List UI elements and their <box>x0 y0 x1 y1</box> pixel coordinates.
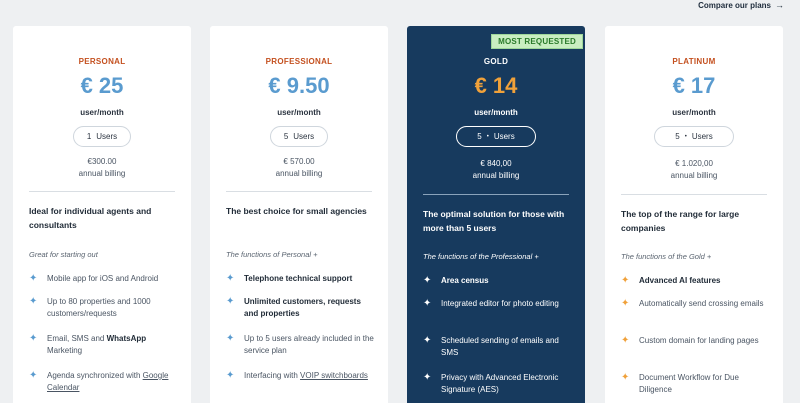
divider <box>621 194 767 195</box>
feature-text: Email, SMS and WhatsApp Marketing <box>47 334 147 355</box>
plan-card-professional <box>210 26 388 403</box>
plan-name: PERSONAL <box>78 57 126 66</box>
feature-text: Telephone technical support <box>244 274 353 283</box>
feature-text: Agenda synchronized with Google Calendar <box>47 371 169 392</box>
voip-switchboards-link[interactable]: VOIP switchboards <box>300 371 368 380</box>
star-icon: ✦ <box>423 275 432 286</box>
feature-item <box>226 273 376 285</box>
plan-description: The top of the range for large companies <box>621 209 740 233</box>
feature-item <box>423 298 573 310</box>
feature-item <box>621 298 771 310</box>
star-icon: ✦ <box>226 273 235 284</box>
feature-text: Privacy with Advanced Electronic Signature (AES) <box>441 373 559 394</box>
star-icon: ✦ <box>621 335 630 346</box>
annual-label: annual billing <box>275 169 323 178</box>
feature-text: Integrated editor for photo editing <box>441 299 559 308</box>
users-label: Users <box>96 132 118 141</box>
users-selector[interactable] <box>270 126 328 147</box>
star-icon: ✦ <box>29 273 38 284</box>
feature-text: Automatically send crossing emails <box>639 299 764 308</box>
feature-item <box>226 333 376 357</box>
plan-subtitle: The functions of Personal + <box>226 250 318 259</box>
feature-item <box>29 370 179 394</box>
plan-name: PROFESSIONAL <box>265 57 333 66</box>
feature-text: Up to 80 properties and 1000 customers/requests <box>47 297 151 318</box>
users-selector[interactable] <box>654 126 734 147</box>
feature-text: Document Workflow for Due Diligence <box>639 373 739 394</box>
star-icon: ✦ <box>226 333 235 344</box>
plan-price: € 17 <box>672 73 716 98</box>
star-icon: ✦ <box>621 275 630 286</box>
annual-label: annual billing <box>78 169 126 178</box>
feature-text: Area census <box>441 276 489 285</box>
price-unit: user/month <box>277 108 321 117</box>
plan-price: € 9.50 <box>268 73 330 98</box>
annual-billing <box>407 158 585 182</box>
users-count: 5 <box>477 132 482 141</box>
divider <box>423 194 569 195</box>
feature-item <box>29 296 179 320</box>
dot-icon: • <box>684 133 687 140</box>
most-requested-badge: MOST REQUESTED <box>491 34 583 49</box>
annual-billing <box>210 156 388 180</box>
star-icon: ✦ <box>621 298 630 309</box>
annual-label: annual billing <box>472 171 520 180</box>
plan-price: € 14 <box>474 73 518 98</box>
feature-text: Unlimited customers, requests and properties <box>244 297 361 318</box>
divider <box>29 191 175 192</box>
compare-plans-label: Compare our plans <box>698 0 771 10</box>
users-selector[interactable] <box>456 126 536 147</box>
star-icon: ✦ <box>423 335 432 346</box>
plan-description: The best choice for small agencies <box>226 206 367 216</box>
price-unit: user/month <box>672 108 716 117</box>
star-icon: ✦ <box>226 296 235 307</box>
annual-billing <box>13 156 191 180</box>
annual-amount: €300.00 <box>87 157 117 166</box>
feature-item <box>423 275 573 287</box>
plan-subtitle: The functions of the Gold + <box>621 252 712 261</box>
compare-plans-link[interactable] <box>698 0 784 10</box>
feature-item <box>621 335 771 347</box>
feature-item <box>29 333 179 357</box>
plan-description: Ideal for individual agents and consultants <box>29 206 152 230</box>
feature-text: Scheduled sending of emails and SMS <box>441 336 559 357</box>
plan-card-personal <box>13 26 191 403</box>
annual-amount: € 840,00 <box>480 159 512 168</box>
price-unit: user/month <box>474 108 518 117</box>
star-icon: ✦ <box>423 298 432 309</box>
users-label: Users <box>293 132 315 141</box>
annual-billing <box>605 158 783 182</box>
star-icon: ✦ <box>29 296 38 307</box>
feature-item <box>621 372 771 396</box>
plan-name: PLATINUM <box>672 57 716 66</box>
annual-label: annual billing <box>670 171 718 180</box>
google-calendar-link[interactable]: Google Calendar <box>47 371 169 392</box>
star-icon: ✦ <box>621 372 630 383</box>
plan-subtitle: Great for starting out <box>29 250 98 259</box>
users-selector[interactable] <box>73 126 131 147</box>
feature-text: Mobile app for iOS and Android <box>47 274 159 283</box>
users-count: 5 <box>675 132 680 141</box>
feature-item <box>226 370 376 382</box>
feature-text: Custom domain for landing pages <box>639 336 759 345</box>
users-label: Users <box>691 132 713 141</box>
annual-amount: € 1.020,00 <box>675 159 713 168</box>
divider <box>226 191 372 192</box>
feature-item <box>29 273 179 285</box>
feature-text: Interfacing with VOIP switchboards <box>244 371 368 380</box>
star-icon: ✦ <box>226 370 235 381</box>
feature-text: Up to 5 users already included in the service plan <box>244 334 374 355</box>
feature-item <box>423 372 573 396</box>
star-icon: ✦ <box>29 370 38 381</box>
arrow-right-icon: → <box>775 0 784 10</box>
plan-card-gold <box>407 26 585 403</box>
plan-price: € 25 <box>80 73 124 98</box>
plan-card-platinum <box>605 26 783 403</box>
users-count: 1 <box>86 132 92 141</box>
feature-item <box>621 275 771 287</box>
feature-item <box>226 296 376 320</box>
plan-name: GOLD <box>483 57 509 66</box>
users-count: 5 <box>283 132 289 141</box>
annual-amount: € 570.00 <box>283 157 315 166</box>
users-label: Users <box>493 132 515 141</box>
feature-text: Advanced AI features <box>639 276 721 285</box>
star-icon: ✦ <box>423 372 432 383</box>
dot-icon: • <box>486 133 489 140</box>
plan-subtitle: The functions of the Professional + <box>423 252 539 261</box>
feature-item <box>423 335 573 359</box>
plan-description: The optimal solution for those with more than 5 users <box>423 209 565 233</box>
price-unit: user/month <box>80 108 124 117</box>
star-icon: ✦ <box>29 333 38 344</box>
